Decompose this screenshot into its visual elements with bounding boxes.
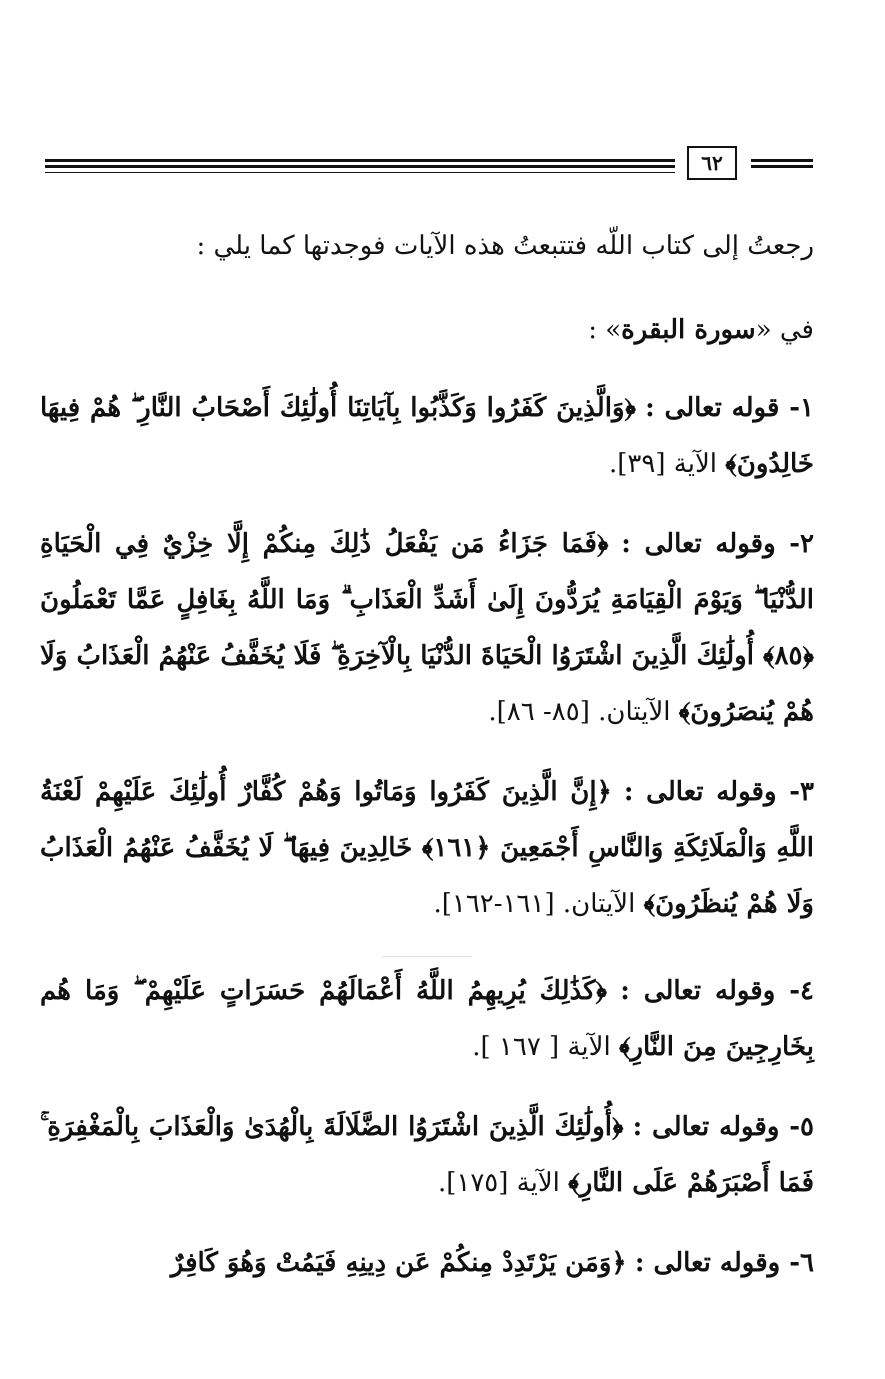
item-lead: ١- قوله تعالى : [645,393,814,423]
quran-verse: ﴿وَمَن يَرْتَدِدْ مِنكُمْ عَن دِينِهِ فَيَمُتْ وَهُوَ كَافِرٌ [170,1248,627,1278]
surah-heading [40,302,814,358]
header-rule-thin [45,172,675,173]
header-rule-short [751,165,813,168]
verse-reference: الآيتان. [٨٥- ٨٦]. [488,697,679,727]
item-lead: ٤- وقوله تعالى : [620,976,814,1006]
verse-item-4 [40,963,814,1075]
quran-verse: ﴿وَالَّذِينَ كَفَرُوا وَكَذَّبُوا بِآيَاتِنَا أُولَٰئِكَ أَصْحَابُ النَّارِ ۖ هُمْ فِيهَا خَالِدُونَ﴾ [40,393,814,479]
verse-item-1 [40,380,814,492]
quran-verse: ﴿كَذَٰلِكَ يُرِيهِمُ اللَّهُ أَعْمَالَهُمْ حَسَرَاتٍ عَلَيْهِمْ ۖ وَمَا هُم بِخَارِجِينَ مِنَ النَّارِ﴾ [40,976,814,1062]
page-number: ٦٢ [701,151,723,175]
verse-item-2 [40,516,814,740]
page-header [45,142,813,188]
intro-paragraph: رجعتُ إلى كتاب اللّه فتتبعتُ هذه الآيات فوجدتها كما يلي : [196,231,814,261]
quran-verse: ﴿أُولَٰئِكَ الَّذِينَ اشْتَرَوُا الضَّلَالَةَ بِالْهُدَىٰ وَالْعَذَابَ بِالْمَغْفِرَةِ ۚ فَمَا أَصْبَرَهُمْ عَلَى النَّارِ﴾ [40,1112,814,1198]
item-lead: ٦- وقوله تعالى : [634,1248,814,1278]
surah-suffix: » : [588,315,622,345]
page-number-box [687,146,737,180]
verse-reference: الآية [١٧٥]. [437,1168,569,1198]
verse-item-3 [40,764,814,932]
item-lead: ٢- وقوله تعالى : [621,529,814,559]
page-body [40,218,814,1315]
surah-prefix: في « [755,315,814,345]
verse-reference: الآية [ ١٦٧ ]. [472,1032,619,1062]
header-rule-short [751,159,813,162]
verse-reference: الآية [٣٩]. [609,449,726,479]
verse-item-6 [40,1235,814,1291]
faint-divider [382,956,472,957]
item-lead: ٣- وقوله تعالى : [623,777,815,807]
quran-verse: ﴿فَمَا جَزَاءُ مَن يَفْعَلُ ذَٰلِكَ مِنكُمْ إِلَّا خِزْيٌ فِي الْحَيَاةِ الدُّنْيَا ۖ وَيَوْمَ الْقِيَامَةِ يُرَدُّونَ إِلَىٰ أَشَدِّ الْعَذَابِ ۗ وَمَا اللَّهُ بِغَافِلٍ عَمَّا تَعْمَلُونَ ﴿٨٥﴾ أُولَٰئِكَ الَّذِينَ اشْتَرَوُا الْحَيَاةَ الدُّنْيَا بِالْآخِرَةِ ۖ فَلَا يُخَفَّفُ عَنْهُمُ الْعَذَابُ وَلَا هُمْ يُنصَرُونَ﴾ [40,529,814,727]
item-lead: ٥- وقوله تعالى : [632,1112,814,1142]
verse-reference: الآيتان. [١٦١-١٦٢]. [433,889,644,919]
header-rule-thick [45,165,675,168]
verse-item-5 [40,1099,814,1211]
quran-verse: ﴿إِنَّ الَّذِينَ كَفَرُوا وَمَاتُوا وَهُمْ كُفَّارٌ أُولَٰئِكَ عَلَيْهِمْ لَعْنَةُ اللَّهِ وَالْمَلَائِكَةِ وَالنَّاسِ أَجْمَعِينَ ﴿١٦١﴾ خَالِدِينَ فِيهَا ۖ لَا يُخَفَّفُ عَنْهُمُ الْعَذَابُ وَلَا هُمْ يُنظَرُونَ﴾ [40,777,814,919]
surah-name: سورة البقرة [621,315,756,345]
header-rule-thick [45,159,675,162]
